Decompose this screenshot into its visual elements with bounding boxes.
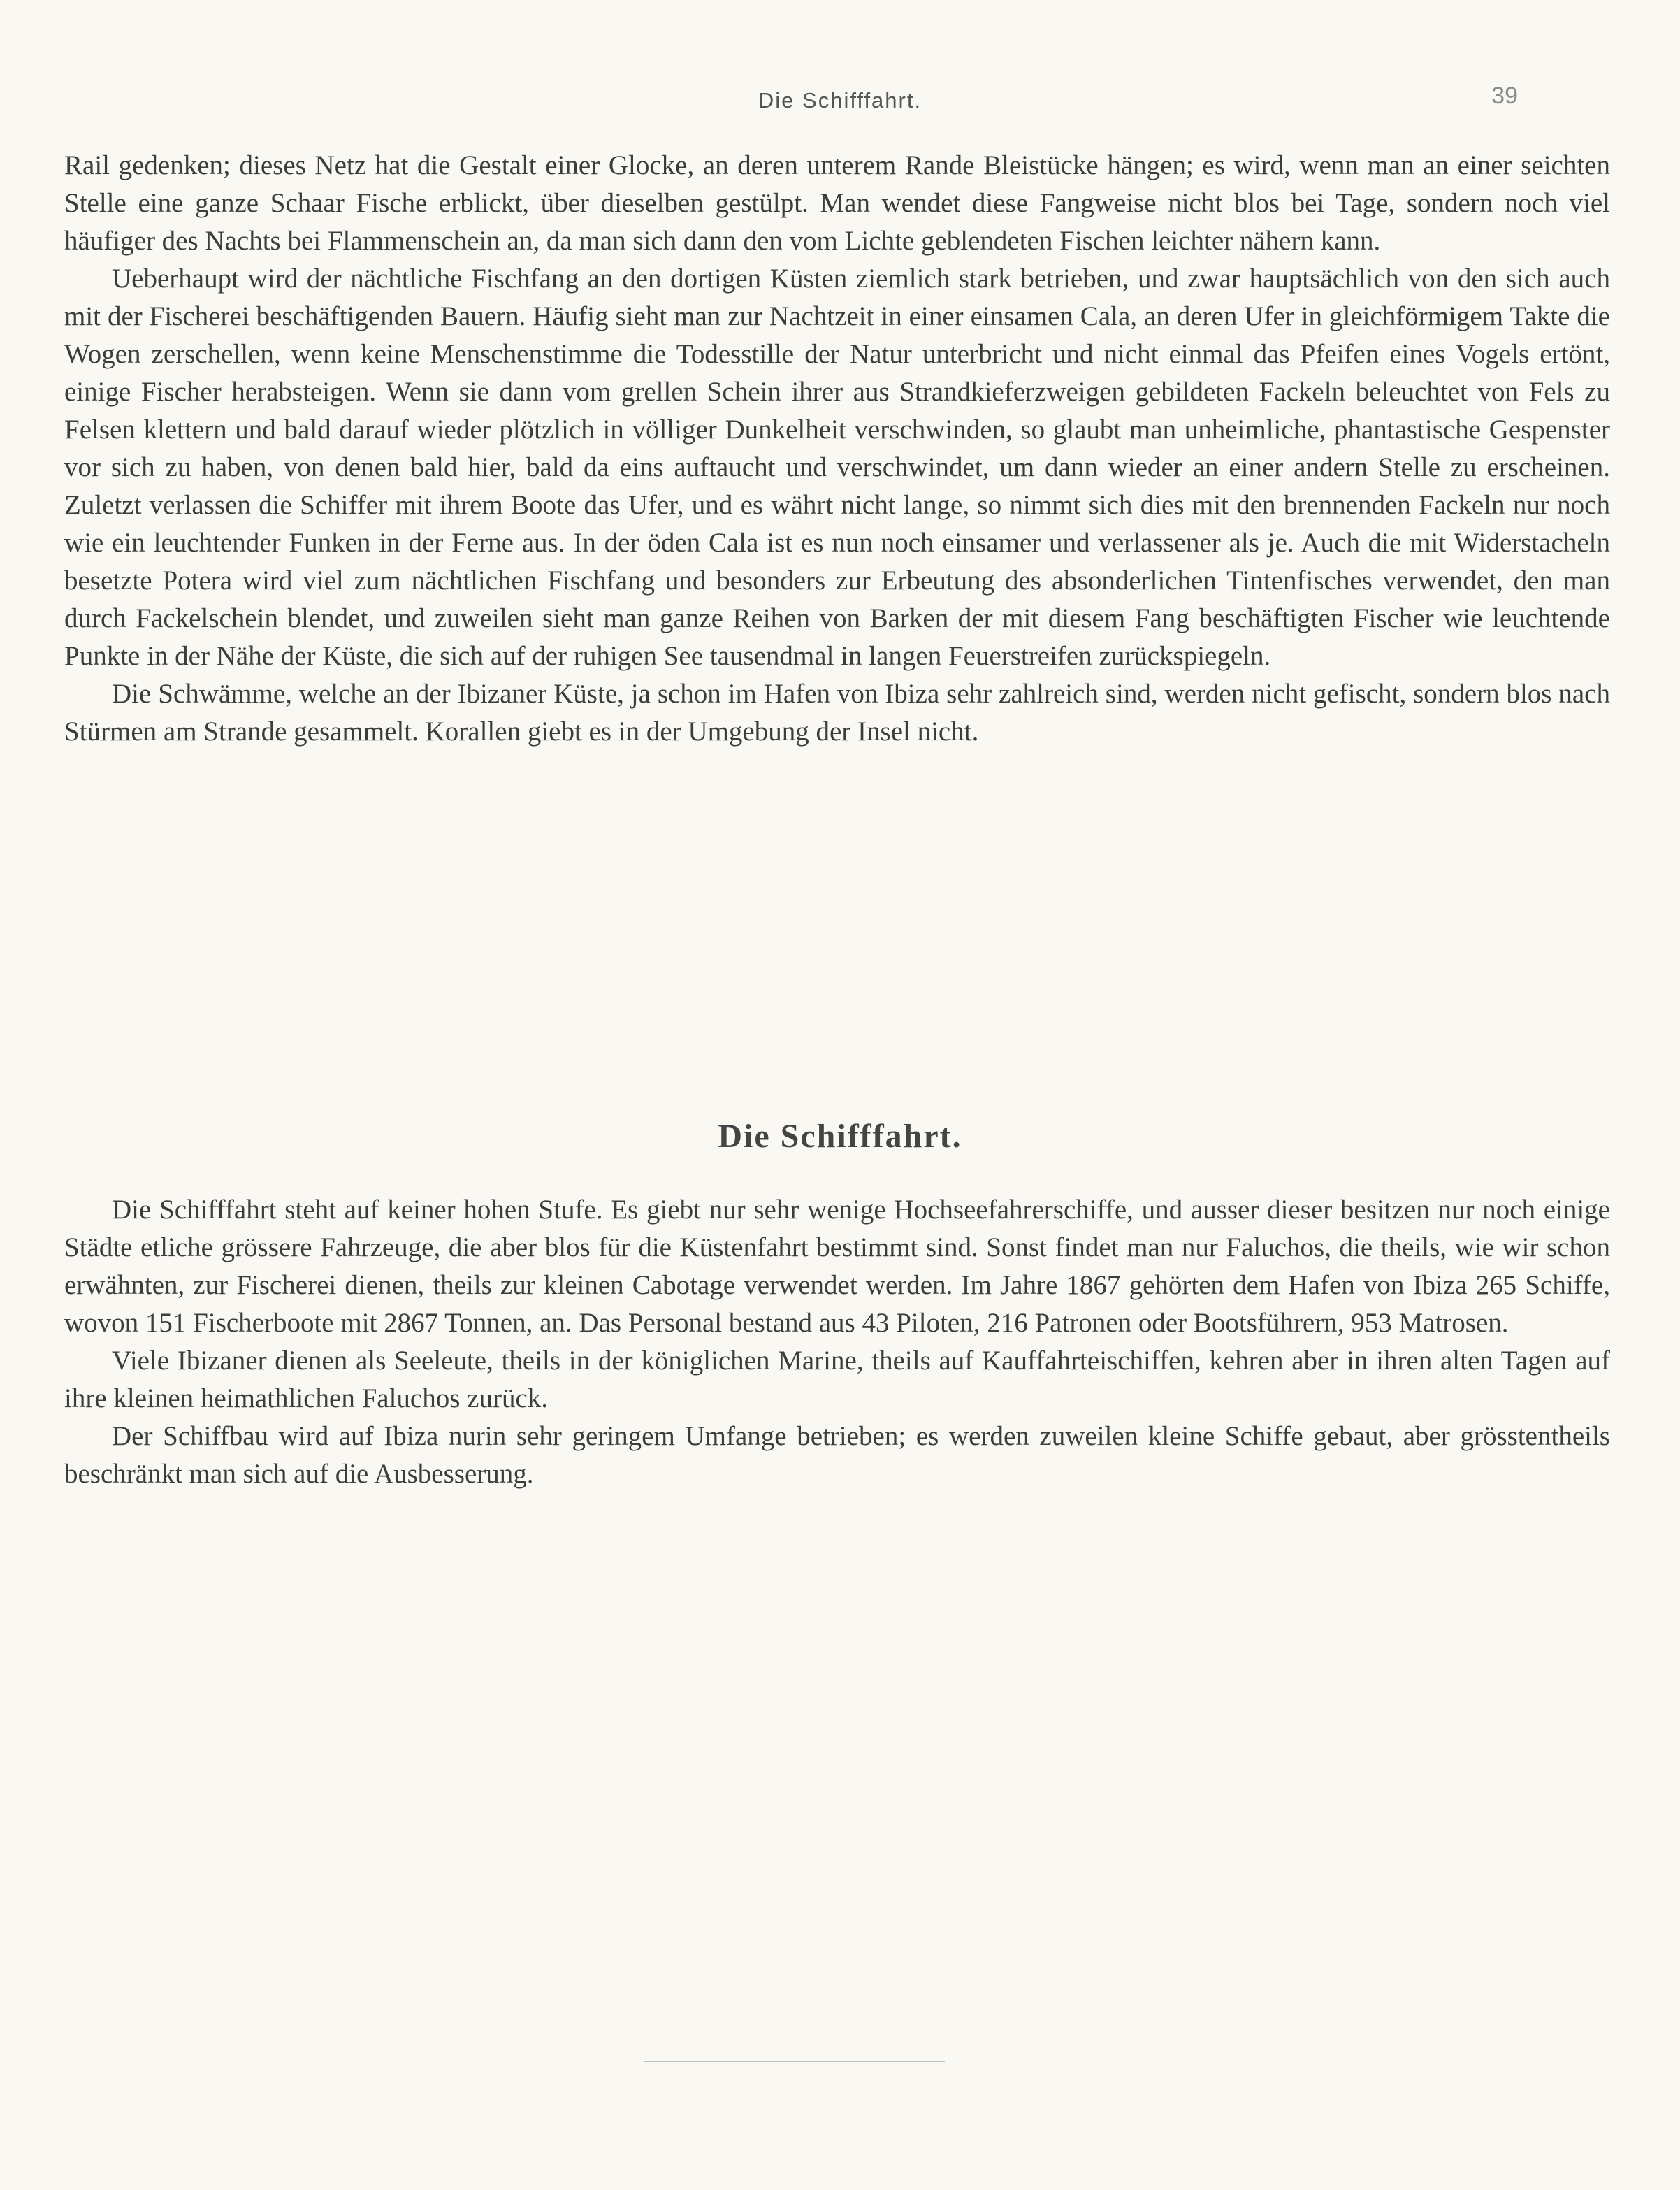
- running-header-title: Die Schifffahrt.: [758, 88, 922, 113]
- paragraph-seamen: Viele Ibizaner dienen als Seeleute, theils in der königlichen Marine, theils auf Kauffahrteischiffen, kehren aber in ihren alten Tagen auf ihre kleinen heimathlichen Faluchos zurück.: [64, 1346, 1610, 1413]
- page-number: 39: [1491, 82, 1518, 109]
- paragraph-night-fishing: Ueberhaupt wird der nächtliche Fischfang an den dortigen Küsten ziemlich stark betrieben, und zwar hauptsächlich von den sich auch mit der Fischerei beschäftigenden Bauern. Häufig sieht man zur Nachtzeit in einer einsamen Cala, an deren Ufer in gleichförmigem Takte die Wogen zerschellen, wenn keine Menschenstimme die Todesstille der Natur unterbricht und nicht einmal das Pfeifen eines Vogels ertönt, einige Fischer herabsteigen. Wenn sie dann vom grellen Schein ihrer aus Strandkieferzweigen gebildeten Fackeln beleuchtet von Fels zu Felsen klettern und bald darauf wieder plötzlich in völliger Dunkelheit verschwinden, so glaubt man unheimliche, phantastische Gespenster vor sich zu haben, von denen bald hier, bald da eins auftaucht und verschwindet, um dann wieder an einer andern Stelle zu erscheinen. Zuletzt verlassen die Schiffer mit ihrem Boote das Ufer, und es währt nicht lange, so nimmt sich dies mit den brennenden Fackeln nur noch wie ein leuchtender Funken in der Ferne aus. In der öden Cala ist es nun noch einsamer und verlassener als je. Auch die mit Widerstacheln besetzte Potera wird viel zum nächtlichen Fischfang und besonders zur Erbeutung des absonderlichen Tintenfisches verwendet, den man durch Fackelschein blendet, und zuweilen sieht man ganze Reihen von Barken der mit diesem Fang beschäftigten Fischer wie leuchtende Punkte in der Nähe der Küste, die sich auf der ruhigen See tausendmal in langen Feuerstreifen zurückspiegeln.: [64, 264, 1610, 671]
- paragraph-shipbuilding: Der Schiffbau wird auf Ibiza nurin sehr geringem Umfange betrieben; es werden zuweilen kleine Schiffe gebaut, aber grösstentheils beschränkt man sich auf die Ausbesserung.: [64, 1421, 1610, 1489]
- paragraph-shipping: Die Schifffahrt steht auf keiner hohen Stufe. Es giebt nur sehr wenige Hochseefahrerschiffe, und ausser dieser besitzen nur noch einige Städte etliche grössere Fahrzeuge, die aber blos für die Küstenfahrt bestimmt sind. Sonst findet man nur Faluchos, die theils, wie wir schon erwähnten, zur Fischerei dienen, theils zur kleinen Cabotage verwendet werden. Im Jahre 1867 gehörten dem Hafen von Ibiza 265 Schiffe, wovon 151 Fischerboote mit 2867 Tonnen, an. Das Personal bestand aus 43 Piloten, 216 Patronen oder Bootsführern, 953 Matrosen.: [64, 1195, 1610, 1338]
- paragraph-sponges: Die Schwämme, welche an der Ibizaner Küste, ja schon im Hafen von Ibiza sehr zahlreich sind, werden nicht gefischt, sondern blos nach Stürmen am Strande gesammelt. Korallen giebt es in der Umgebung der Insel nicht.: [64, 679, 1610, 747]
- running-header: [0, 82, 1680, 117]
- fishing-text-block: [64, 147, 1610, 751]
- end-rule: [644, 2061, 945, 2062]
- section-heading: Die Schifffahrt.: [718, 1118, 962, 1155]
- shipping-text-block: [64, 1191, 1610, 1493]
- paragraph-bell-net: Rail gedenken; dieses Netz hat die Gestalt einer Glocke, an deren unterem Rande Bleistücke hängen; es wird, wenn man an einer seichten Stelle eine ganze Schaar Fische erblickt, über dieselben gestülpt. Man wendet diese Fangweise nicht blos bei Tage, sondern noch viel häufiger des Nachts bei Flammenschein an, da man sich dann den vom Lichte geblendeten Fischen leichter nähern kann.: [64, 150, 1610, 256]
